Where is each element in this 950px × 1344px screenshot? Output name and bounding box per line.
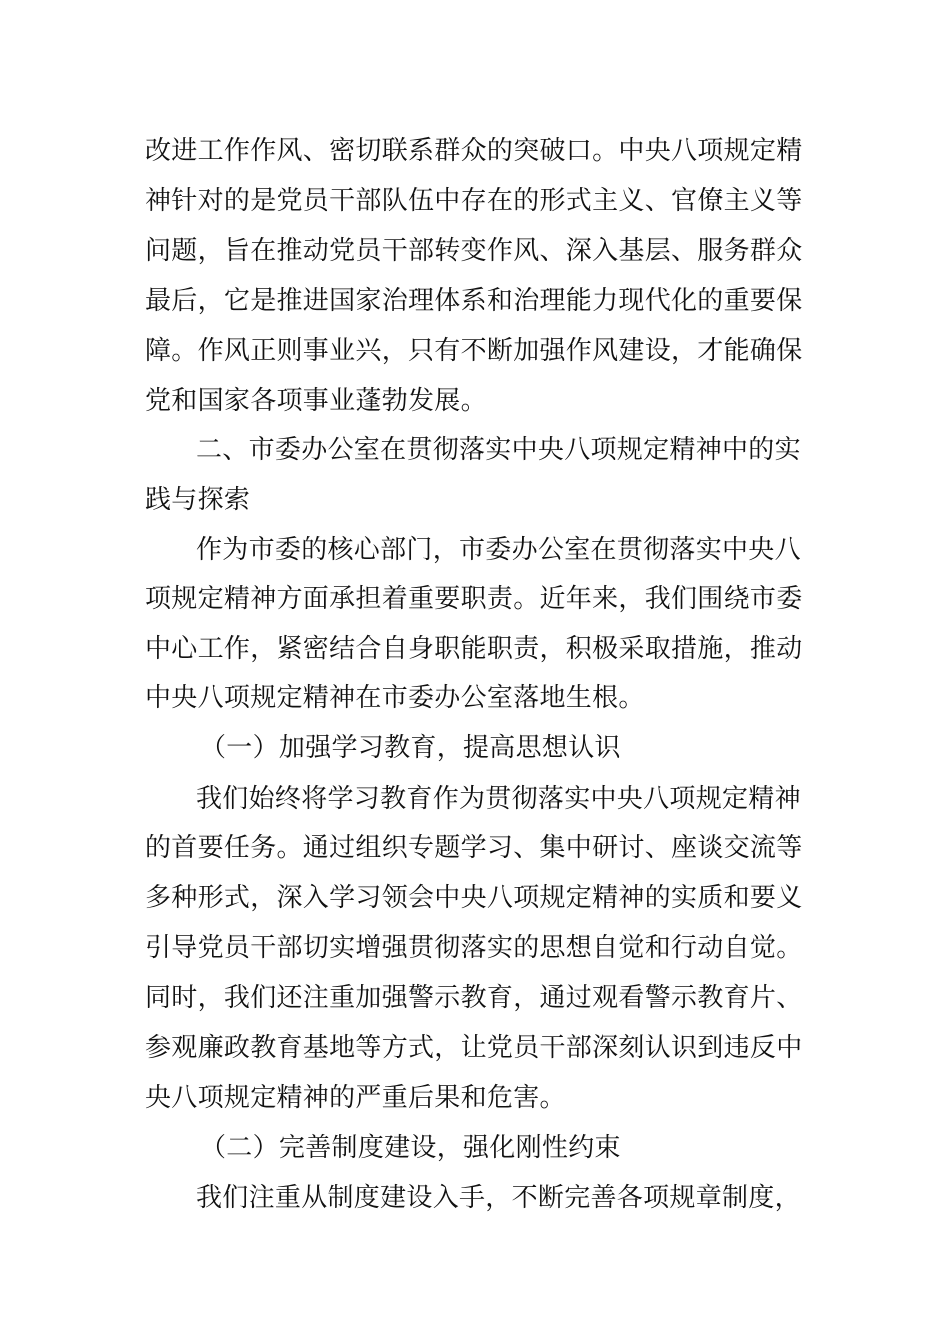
text-line: 最后，它是推进国家治理体系和治理能力现代化的重要保 <box>145 286 803 316</box>
subsection-heading: （二）完善制度建设，强化刚性约束 <box>200 1133 621 1163</box>
paragraph-start: 作为市委的核心部门，市委办公室在贯彻落实中央八 <box>196 535 801 565</box>
text-line: 中央八项规定精神在市委办公室落地生根。 <box>145 683 645 713</box>
text-line: 障。作风正则事业兴，只有不断加强作风建设，才能确保 <box>145 336 803 366</box>
text-line: 中心工作，紧密结合自身职能职责，积极采取措施，推动 <box>145 634 803 664</box>
text-line: 参观廉政教育基地等方式，让党员干部深刻认识到违反中 <box>145 1033 803 1063</box>
text-line: 问题，旨在推动党员干部转变作风、深入基层、服务群众 <box>145 236 803 266</box>
text-line: 神针对的是党员干部队伍中存在的形式主义、官僚主义等 <box>145 186 803 216</box>
paragraph-start: 我们始终将学习教育作为贯彻落实中央八项规定精神 <box>196 784 801 814</box>
text-line: 多种形式，深入学习领会中央八项规定精神的实质和要义 <box>145 883 803 913</box>
section-heading: 二、市委办公室在贯彻落实中央八项规定精神中的实 <box>196 435 801 465</box>
text-line: 党和国家各项事业蓬勃发展。 <box>145 386 487 416</box>
text-line: 引导党员干部切实增强贯彻落实的思想自觉和行动自觉。 <box>145 933 803 963</box>
subsection-heading: （一）加强学习教育，提高思想认识 <box>200 733 621 763</box>
text-line: 同时，我们还注重加强警示教育，通过观看警示教育片、 <box>145 983 803 1013</box>
text-line: 项规定精神方面承担着重要职责。近年来，我们围绕市委 <box>145 584 803 614</box>
text-line: 央八项规定精神的严重后果和危害。 <box>145 1083 566 1113</box>
text-line: 改进工作作风、密切联系群众的突破口。中央八项规定精 <box>145 136 803 166</box>
paragraph-start: 我们注重从制度建设入手，不断完善各项规章制度， <box>196 1183 801 1213</box>
section-heading-continued: 践与探索 <box>145 485 251 515</box>
text-line: 的首要任务。通过组织专题学习、集中研讨、座谈交流等 <box>145 833 803 863</box>
